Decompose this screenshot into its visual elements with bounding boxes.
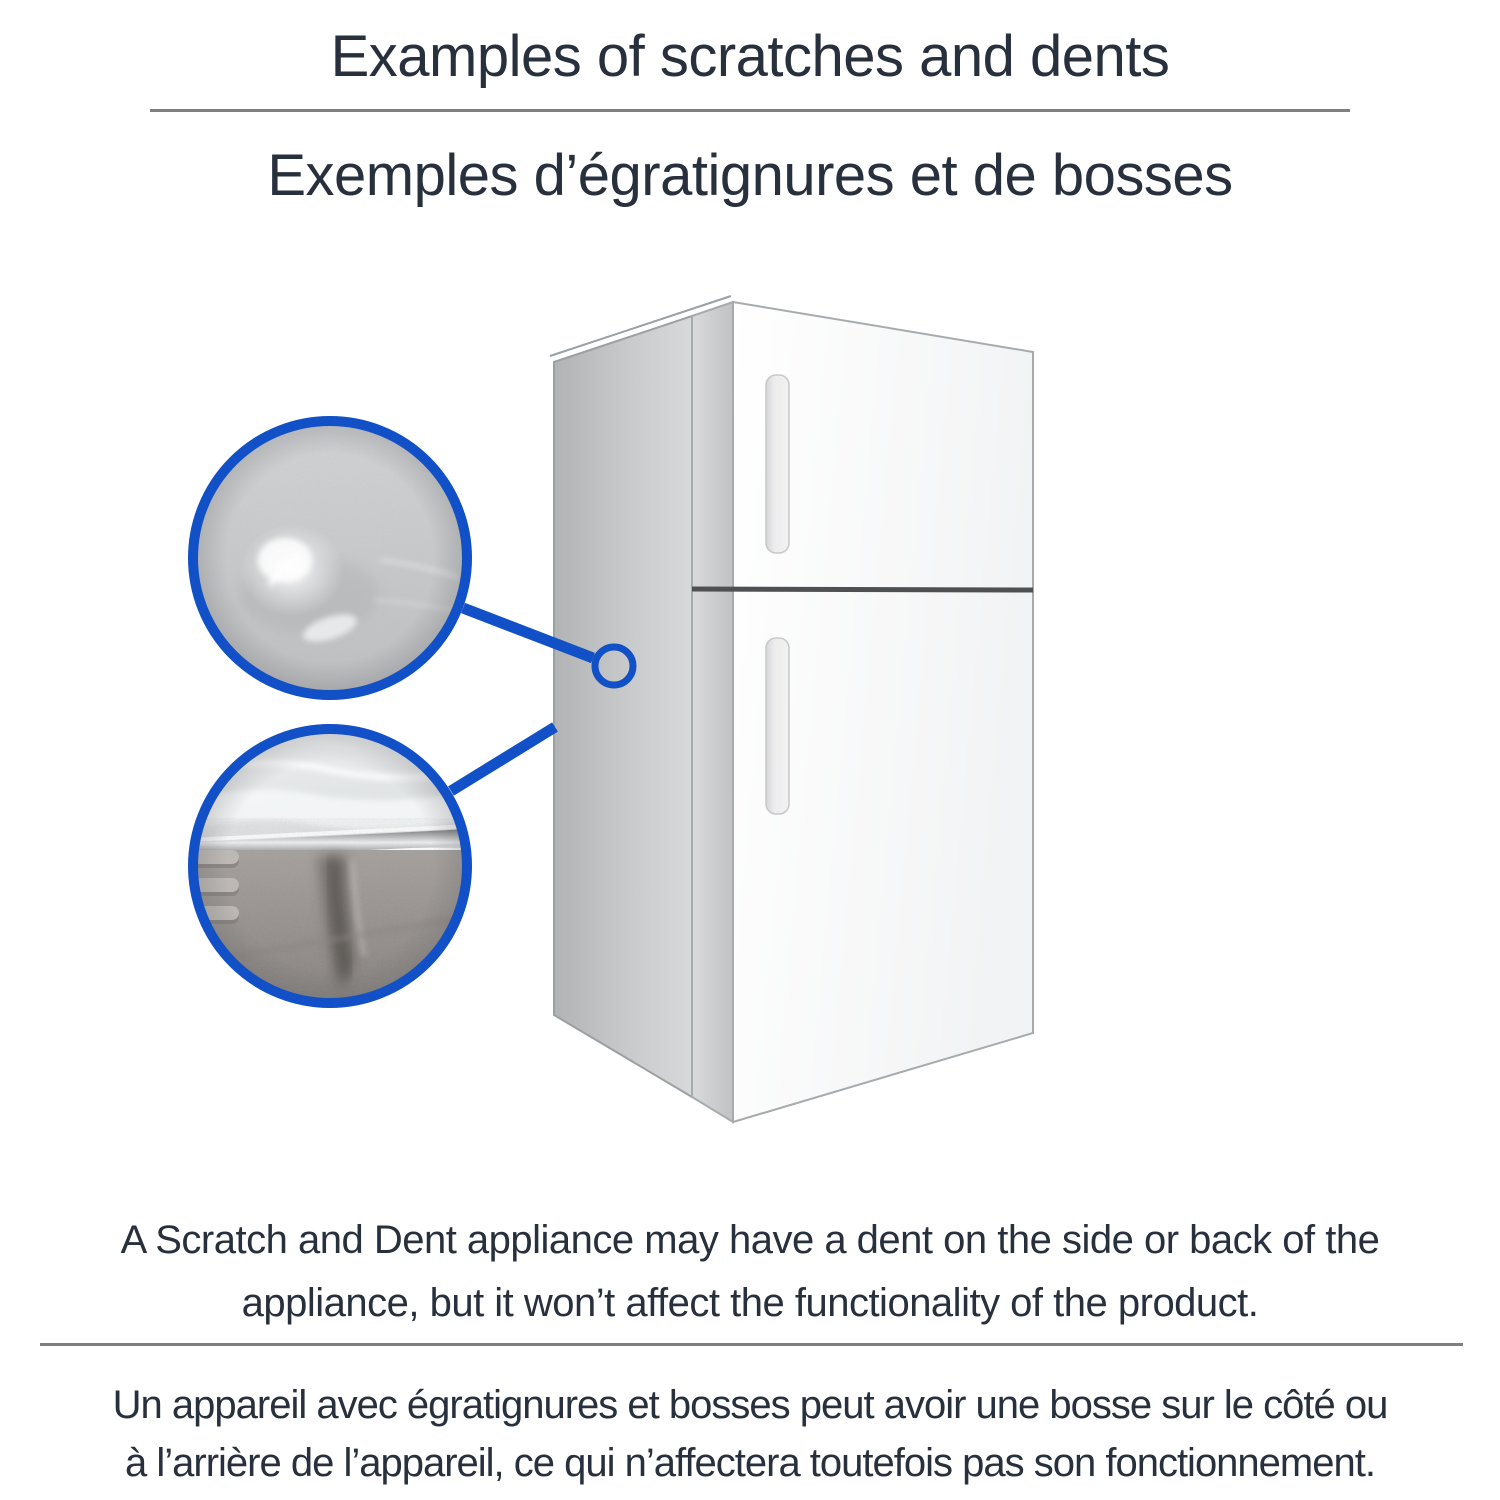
dent-callout-bottom [190,726,470,1010]
description-english-line2: appliance, but it won’t affect the functionality of the product. [241,1281,1259,1325]
description-english-line1: A Scratch and Dent appliance may have a dent on the side or back of the [120,1218,1380,1262]
door-divider [692,589,1033,590]
callout-line-bottom [451,727,555,791]
description-french [0,1376,1500,1492]
fridge-body [550,296,1033,1122]
description-french-line2: à l’arrière de l’appareil, ce qui n’affectera toutefois pas son fonctionnement. [125,1441,1375,1485]
title-french: Exemples d’égratignures et de bosses [267,143,1233,208]
fridge-side-panel [554,316,692,1097]
fridge-front-corner-band [692,302,733,1122]
dent-callout-top [190,418,470,698]
description-french-line1: Un appareil avec égratignures et bosses peut avoir une bosse sur le côté ou [112,1383,1388,1427]
description-english [0,1209,1500,1335]
footer-divider [40,1343,1463,1346]
title-english: Examples of scratches and dents [330,24,1170,89]
freezer-door-handle [766,375,789,553]
fridge-door-handle [766,638,789,814]
